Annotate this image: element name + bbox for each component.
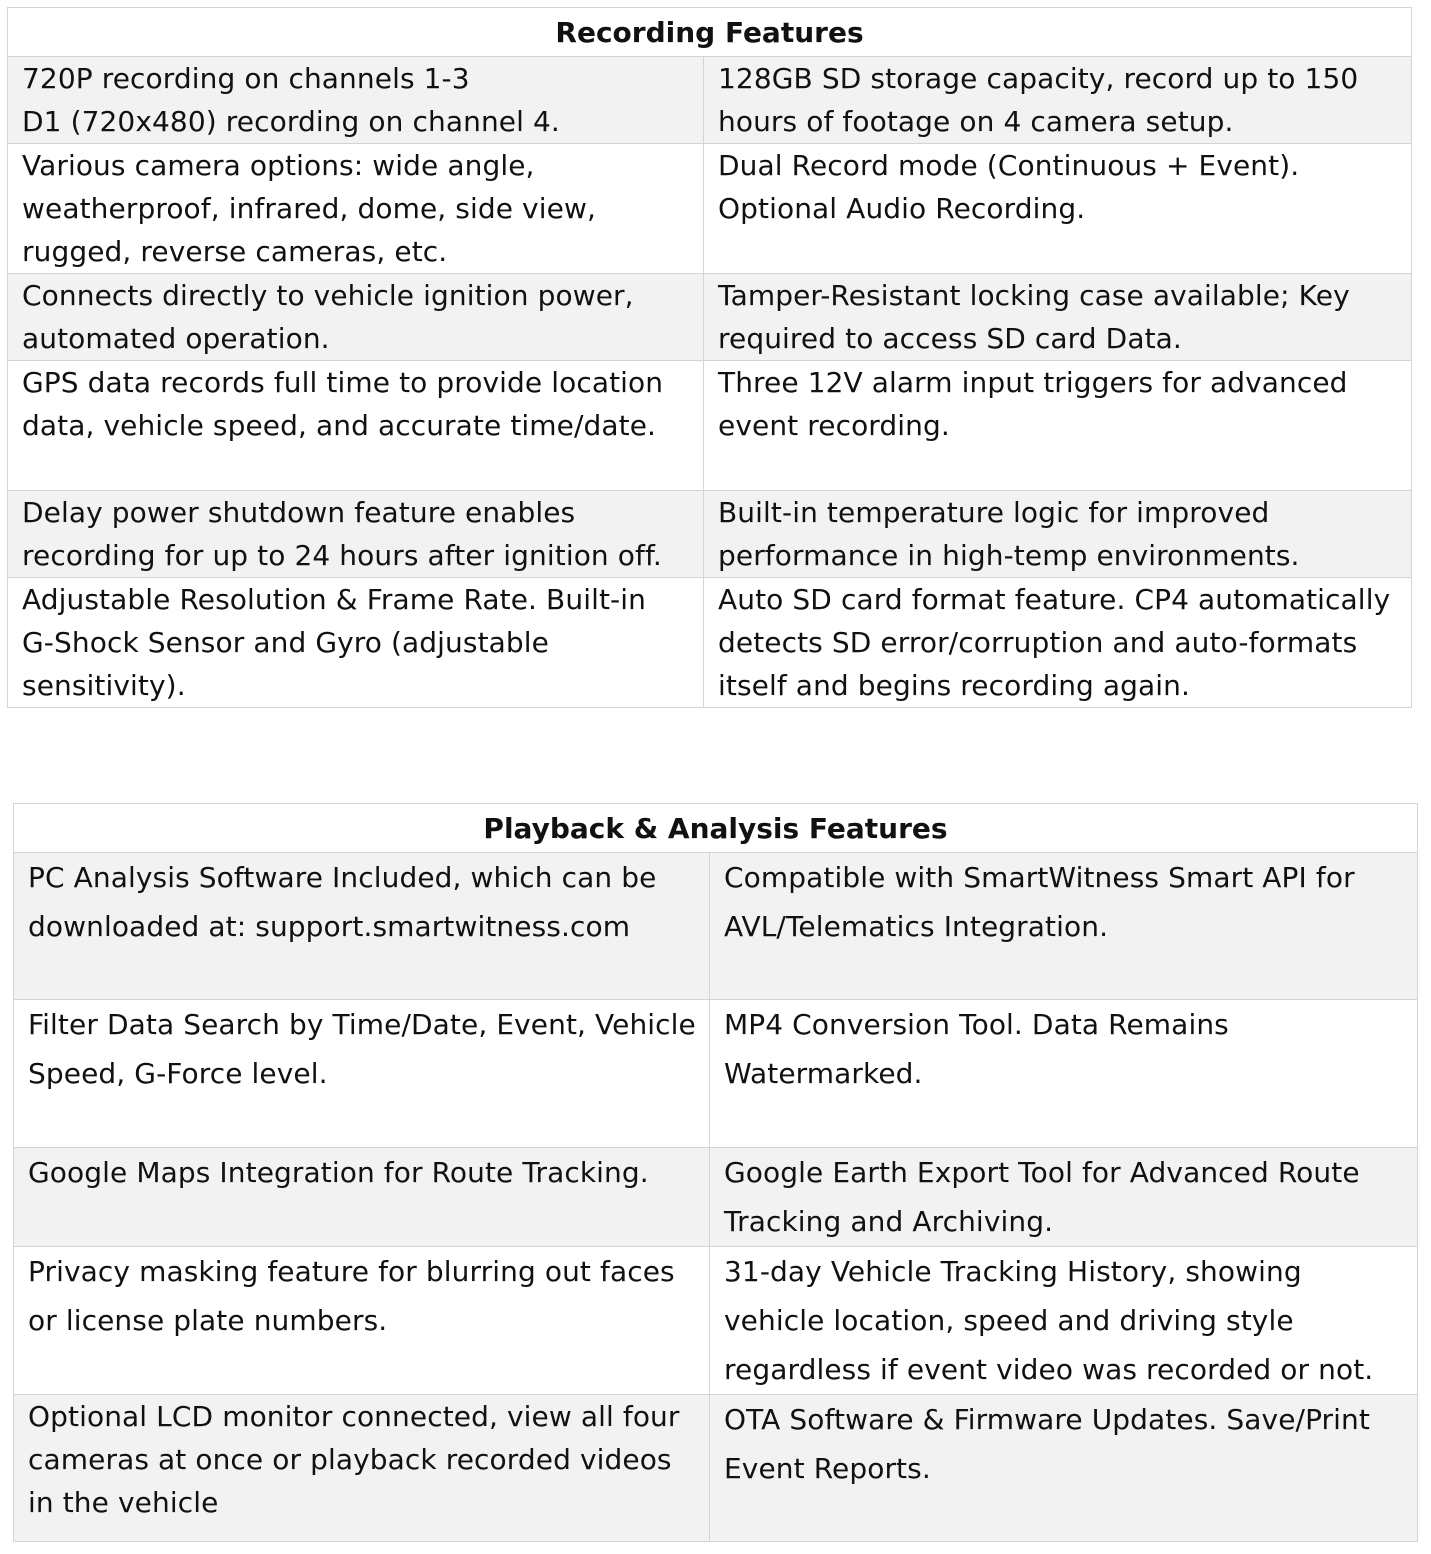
table-cell: Google Earth Export Tool for Advanced Route Tracking and Archiving. <box>710 1148 1418 1247</box>
table-row <box>14 853 1418 1000</box>
table-cell: Auto SD card format feature. CP4 automatically detects SD error/corruption and auto-formats itself and begins recording again. <box>704 578 1412 708</box>
table-cell: GPS data records full time to provide location data, vehicle speed, and accurate time/date. <box>8 361 704 491</box>
table-cell: 720P recording on channels 1-3 D1 (720x480) recording on channel 4. <box>8 57 704 144</box>
recording-features-title: Recording Features <box>8 8 1412 57</box>
table-cell: PC Analysis Software Included, which can be downloaded at: support.smartwitness.com <box>14 853 710 1000</box>
table-row <box>14 1395 1418 1542</box>
table-row <box>8 491 1412 578</box>
table-cell: Dual Record mode (Continuous + Event). Optional Audio Recording. <box>704 144 1412 274</box>
table-row <box>8 57 1412 144</box>
table-cell: Google Maps Integration for Route Tracking. <box>14 1148 710 1247</box>
table-cell: Various camera options: wide angle, weatherproof, infrared, dome, side view, rugged, reverse cameras, etc. <box>8 144 704 274</box>
table-cell: Three 12V alarm input triggers for advanced event recording. <box>704 361 1412 491</box>
table-cell: OTA Software & Firmware Updates. Save/Print Event Reports. <box>710 1395 1418 1542</box>
table-header-row <box>14 804 1418 853</box>
table-row <box>14 1000 1418 1148</box>
playback-features-title: Playback & Analysis Features <box>14 804 1418 853</box>
table-cell: Optional LCD monitor connected, view all four cameras at once or playback recorded videos in the vehicle <box>14 1395 710 1542</box>
playback-analysis-features-table <box>13 803 1418 1542</box>
table-row <box>8 144 1412 274</box>
table-cell: 31-day Vehicle Tracking History, showing vehicle location, speed and driving style regardless if event video was recorded or not. <box>710 1247 1418 1395</box>
table-cell: Built-in temperature logic for improved performance in high-temp environments. <box>704 491 1412 578</box>
table-row <box>8 578 1412 708</box>
table-row <box>8 361 1412 491</box>
table-cell: Filter Data Search by Time/Date, Event, Vehicle Speed, G-Force level. <box>14 1000 710 1148</box>
table-row <box>8 274 1412 361</box>
table-cell: Privacy masking feature for blurring out faces or license plate numbers. <box>14 1247 710 1395</box>
table-header-row <box>8 8 1412 57</box>
table-cell: Tamper-Resistant locking case available; Key required to access SD card Data. <box>704 274 1412 361</box>
table-cell: 128GB SD storage capacity, record up to 150 hours of footage on 4 camera setup. <box>704 57 1412 144</box>
table-cell: Adjustable Resolution & Frame Rate. Built-in G-Shock Sensor and Gyro (adjustable sensitivity). <box>8 578 704 708</box>
table-cell: Connects directly to vehicle ignition power, automated operation. <box>8 274 704 361</box>
table-row <box>14 1148 1418 1247</box>
table-cell: Delay power shutdown feature enables recording for up to 24 hours after ignition off. <box>8 491 704 578</box>
recording-features-table <box>7 7 1412 708</box>
table-row <box>14 1247 1418 1395</box>
table-cell: MP4 Conversion Tool. Data Remains Watermarked. <box>710 1000 1418 1148</box>
table-cell: Compatible with SmartWitness Smart API for AVL/Telematics Integration. <box>710 853 1418 1000</box>
